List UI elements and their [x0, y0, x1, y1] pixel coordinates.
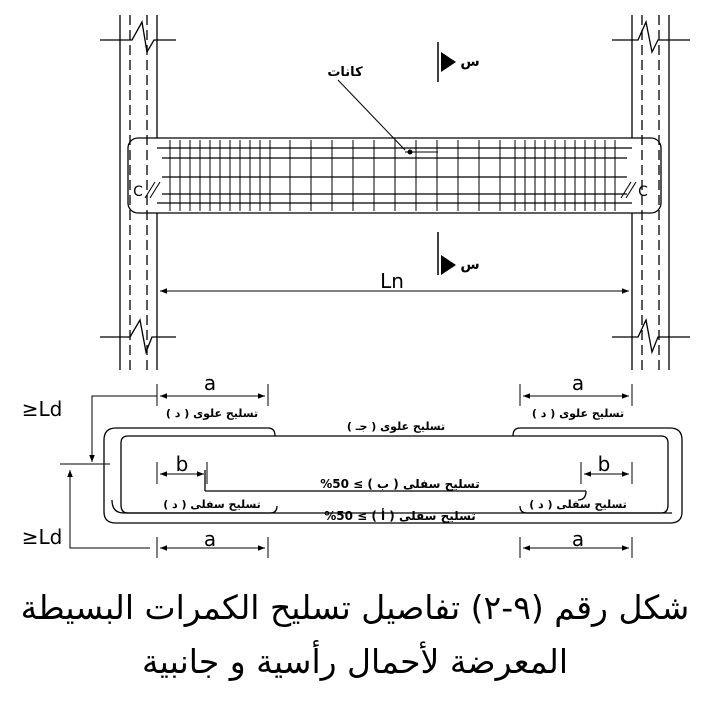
- dev-length-bottom: ≥Ld: [21, 525, 63, 549]
- label-top-rft-c: تسليح علوى ( جـ ): [346, 420, 446, 433]
- section-label-top: س: [460, 54, 480, 70]
- dim-a-top-right: a: [571, 371, 585, 395]
- label-bottom-rft-a: تسليح سفلى ( أ ) ≥ 50%: [324, 509, 476, 523]
- label-bottom-rft-d-left: تسليح سفلى ( د ): [163, 498, 261, 511]
- clear-span-label: Ln: [380, 269, 404, 293]
- dim-a-bottom-right: a: [571, 527, 585, 551]
- column-mark-right: C: [638, 184, 648, 200]
- label-top-rft-d-right: تسليح علوى ( د ): [531, 407, 625, 420]
- column-c-marks: [145, 182, 636, 198]
- dim-b-left: b: [175, 452, 189, 476]
- stirrups-label: كانات: [327, 65, 363, 80]
- column-mark-left: C: [133, 184, 143, 200]
- label-top-rft-d-left: تسليح علوى ( د ): [165, 407, 259, 420]
- figure-caption-line1: شكل رقم (٩-٢) تفاصيل تسليح الكمرات البسيطة: [20, 588, 690, 627]
- section-label-bottom: س: [460, 257, 480, 273]
- section-mark-bottom: [438, 232, 456, 275]
- stirrup-lines: [170, 140, 615, 211]
- label-bottom-rft-d-right: تسليح سفلى ( د ): [529, 498, 627, 511]
- dim-a-top-left: a: [203, 371, 217, 395]
- dev-length-top: ≥Ld: [21, 397, 63, 421]
- section-mark-top: [438, 42, 456, 82]
- figure-caption-line2: المعرضة لأحمال رأسية و جانبية: [141, 642, 569, 681]
- dim-b-right: b: [597, 452, 611, 476]
- label-bottom-rft-b: تسليح سفلى ( ب ) ≥ 50%: [320, 477, 480, 491]
- dim-a-bottom-left: a: [203, 527, 217, 551]
